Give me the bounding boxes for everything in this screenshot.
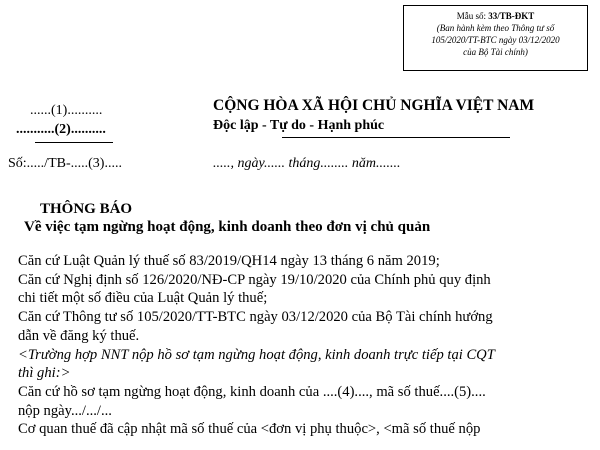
motto-underline bbox=[282, 137, 510, 138]
notice-subtitle: Về việc tạm ngừng hoạt động, kinh doanh theo đơn vị chủ quản bbox=[24, 219, 431, 235]
document-number: Số:...../TB-.....(3)..... bbox=[8, 156, 122, 171]
form-code-value: 33/TB-ĐKT bbox=[488, 11, 535, 21]
form-note-line-1: (Ban hành kèm theo Thông tư số bbox=[436, 23, 555, 33]
form-code-box bbox=[403, 5, 588, 71]
body-line: chi tiết một số điều của Luật Quản lý thuế; bbox=[18, 290, 268, 307]
body-line-italic-note: thì ghi:> bbox=[18, 365, 71, 382]
form-code-prefix: Mẫu số: bbox=[456, 11, 489, 21]
body-line: Căn cứ hồ sơ tạm ngừng hoạt động, kinh doanh của ....(4)...., mã số thuế....(5).... bbox=[18, 383, 486, 400]
motto: Độc lập - Tự do - Hạnh phúc bbox=[213, 118, 385, 133]
body-line-italic-note: <Trường hợp NNT nộp hồ sơ tạm ngừng hoạt động, kinh doanh trực tiếp tại CQT bbox=[18, 346, 495, 363]
org-line-1: ......(1).......... bbox=[30, 103, 103, 118]
form-code bbox=[404, 10, 587, 22]
notice-title: THÔNG BÁO bbox=[40, 201, 133, 217]
body-line: dẫn về đăng ký thuế. bbox=[18, 327, 140, 344]
body-line: Căn cứ Thông tư số 105/2020/TT-BTC ngày 03/12/2020 của Bộ Tài chính hướng bbox=[18, 309, 493, 326]
date-line: ....., ngày...... tháng........ năm....... bbox=[213, 156, 401, 171]
org-underline bbox=[35, 142, 113, 143]
notice-body bbox=[18, 252, 596, 439]
org-line-2: ...........(2).......... bbox=[16, 122, 106, 137]
form-note-line-2: 105/2020/TT-BTC ngày 03/12/2020 bbox=[431, 35, 560, 45]
form-note-line-3: của Bộ Tài chính) bbox=[463, 47, 528, 57]
body-line: Cơ quan thuế đã cập nhật mã số thuế của <đơn vị phụ thuộc>, <mã số thuế nộp bbox=[18, 421, 481, 438]
national-title: CỘNG HÒA XÃ HỘI CHỦ NGHĨA VIỆT NAM bbox=[213, 97, 535, 114]
body-line: Căn cứ Luật Quản lý thuế số 83/2019/QH14 ngày 13 tháng 6 năm 2019; bbox=[18, 253, 440, 269]
body-line: Căn cứ Nghị định số 126/2020/NĐ-CP ngày 19/10/2020 của Chính phủ quy định bbox=[18, 271, 491, 288]
body-line: nộp ngày.../.../... bbox=[18, 402, 112, 419]
